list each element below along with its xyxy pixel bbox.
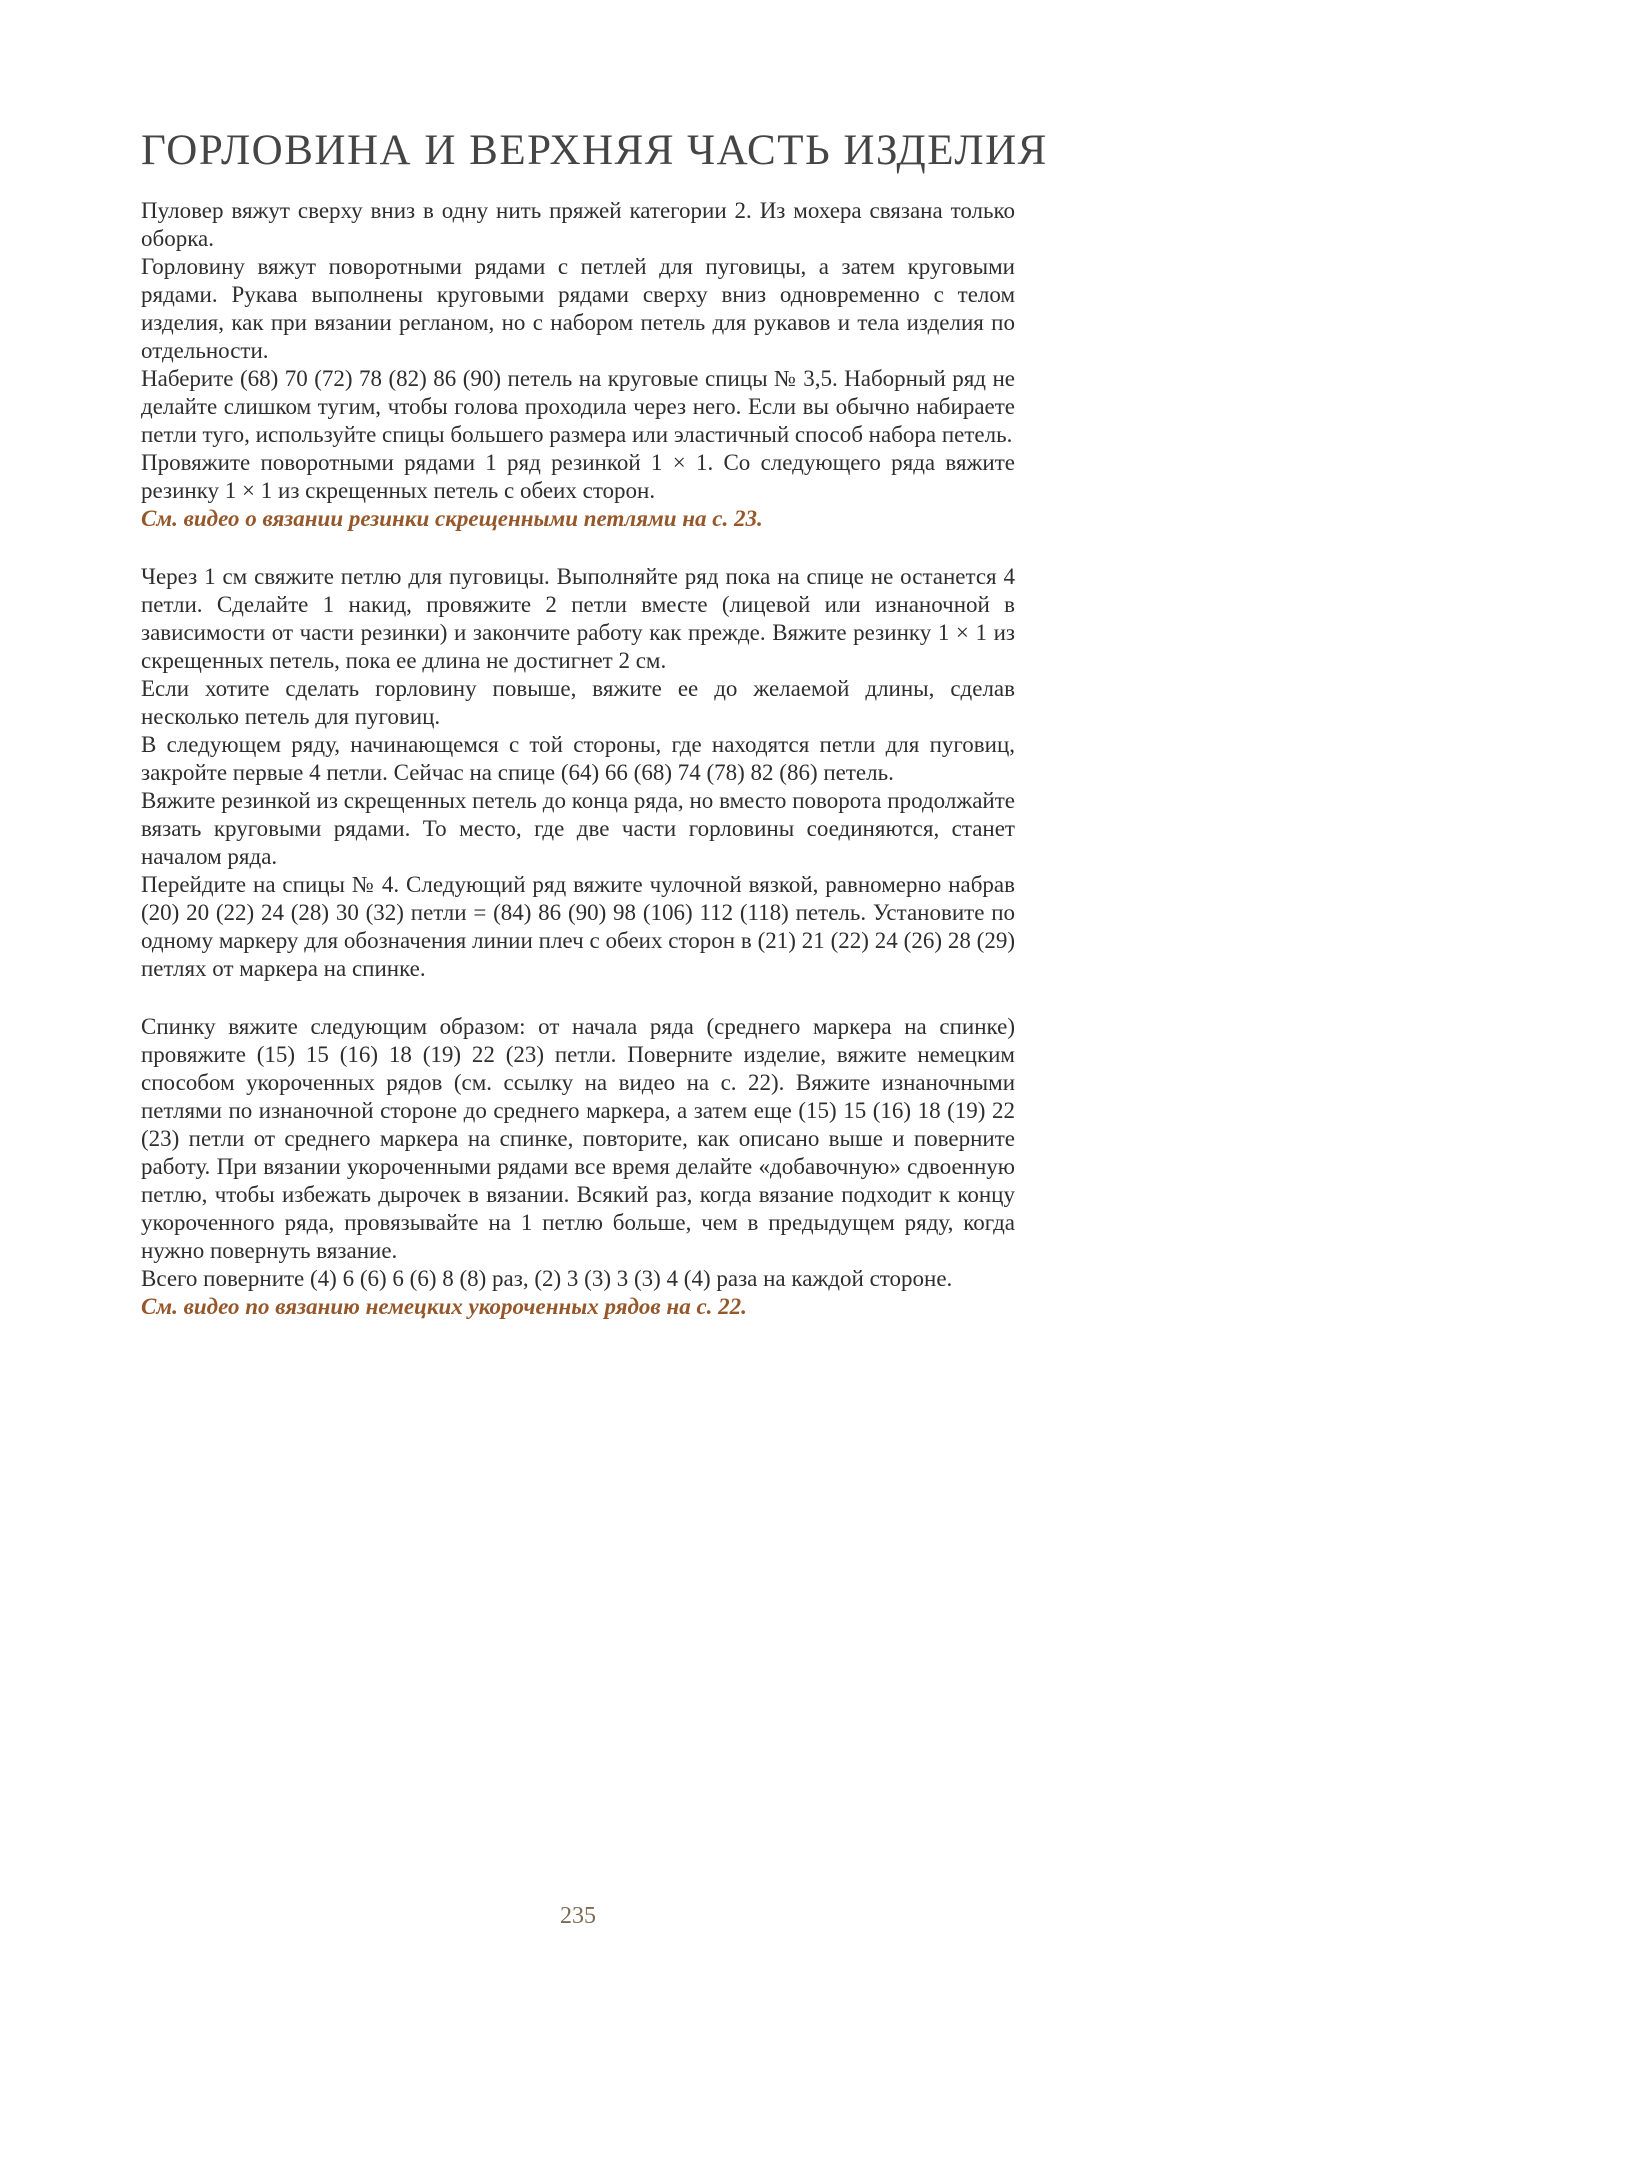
paragraph-join-round: Вяжите резинкой из скрещенных петель до конца ряда, но вместо поворота продолжайте вязать круговыми рядами. То место, где две части горловины соединяются, станет началом ряда. <box>141 788 1015 869</box>
paragraph-buttonhole: Через 1 см свяжите петлю для пуговицы. Выполняйте ряд пока на спице не останется 4 петли. Сделайте 1 накид, провяжите 2 петли вместе (лицевой или изнаночной в зависимости от части резинки) и закончите работу как прежде. Вяжите резинку 1 × 1 из скрещенных петель, пока ее длина не достигнет 2 см. <box>141 564 1015 673</box>
paragraph-cast-on: Наберите (68) 70 (72) 78 (82) 86 (90) петель на круговые спицы № 3,5. Наборный ряд не делайте слишком тугим, чтобы голова проходила через него. Если вы обычно набираете петли туго, используйте спицы большего размера или эластичный способ набора петель. <box>141 366 1015 447</box>
paragraph-construction: Горловину вяжут поворотными рядами с петлей для пуговицы, а затем круговыми рядами. Рукава выполнены круговыми рядами сверху вниз одновременно с телом изделия, как при вязании регланом, но с набором петель для рукавов и тела изделия по отдельности. <box>141 254 1015 363</box>
page-title: ГОРЛОВИНА И ВЕРХНЯЯ ЧАСТЬ ИЗДЕЛИЯ <box>141 127 1048 174</box>
paragraph-yarn-info: Пуловер вяжут сверху вниз в одну нить пряжей категории 2. Из мохера связана только оборка. <box>141 198 1015 251</box>
paragraph-higher-neckline: Если хотите сделать горловину повыше, вяжите ее до желаемой длины, сделав несколько петель для пуговиц. <box>141 676 1015 729</box>
video-reference-short-rows: См. видео по вязанию немецких укороченных рядов на с. 22. <box>141 1294 747 1319</box>
paragraph-turn-counts: Всего поверните (4) 6 (6) 6 (6) 8 (8) раз, (2) 3 (3) 3 (3) 4 (4) раза на каждой стороне. <box>141 1266 953 1291</box>
paragraph-back-short-rows: Спинку вяжите следующим образом: от начала ряда (среднего маркера на спинке) провяжите (15) 15 (16) 18 (19) 22 (23) петли. Поверните изделие, вяжите немецким способом укороченных рядов (см. ссылку на видео на с. 22). Вяжите изнаночными петлями по изнаночной стороне до среднего маркера, а затем еще (15) 15 (16) 18 (19) 22 (23) петли от среднего маркера на спинке, повторите, как описано выше и поверните работу. При вязании укороченными рядами все время делайте «добавочную» сдвоенную петлю, чтобы избежать дырочек в вязании. Всякий раз, когда вязание подходит к концу укороченного ряда, провязывайте на 1 петлю больше, чем в предыдущем ряду, когда нужно повернуть вязание. <box>141 1014 1015 1263</box>
paragraph-ribbing: Провяжите поворотными рядами 1 ряд резинкой 1 × 1. Со следующего ряда вяжите резинку 1 × 1 из скрещенных петель с обеих сторон. <box>141 450 1015 503</box>
paragraph-needle-change: Перейдите на спицы № 4. Следующий ряд вяжите чулочной вязкой, равномерно набрав (20) 20 (22) 24 (28) 30 (32) петли = (84) 86 (90) 98 (106) 112 (118) петель. Установите по одному маркеру для обозначения линии плеч с обеих сторон в (21) 21 (22) 24 (26) 28 (29) петлях от маркера на спинке. <box>141 872 1015 981</box>
page-number: 235 <box>560 1903 596 1929</box>
paragraph-bind-off: В следующем ряду, начинающемся с той стороны, где находятся петли для пуговиц, закройте первые 4 петли. Сейчас на спице (64) 66 (68) 74 (78) 82 (86) петель. <box>141 732 1015 785</box>
video-reference-ribbing: См. видео о вязании резинки скрещенными петлями на с. 23. <box>141 506 763 531</box>
page-content <box>141 126 1048 1321</box>
